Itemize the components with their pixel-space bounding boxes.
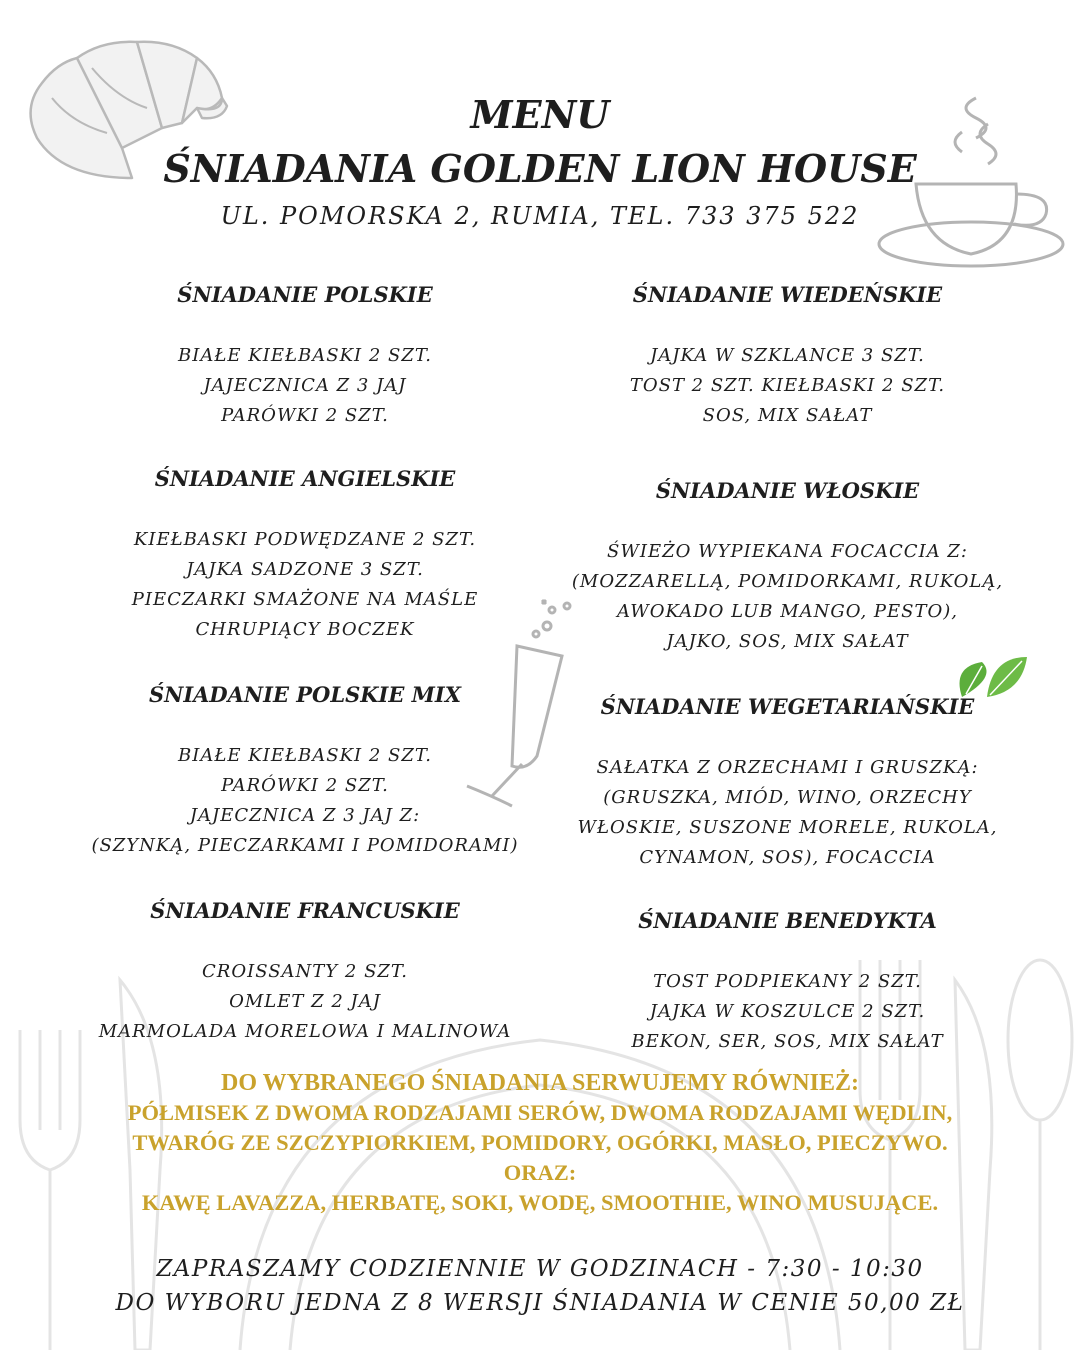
menu-item: JAJKA SADZONE 3 SZT. xyxy=(186,559,424,580)
section-title: ŚNIADANIE POLSKIE MIX xyxy=(148,682,462,707)
menu-item: JAJECZNICA Z 3 JAJ Z: xyxy=(189,805,421,826)
section-title: ŚNIADANIE WEGETARIAŃSKIE xyxy=(600,694,975,719)
menu-item: PARÓWKI 2 SZT. xyxy=(221,405,389,426)
menu-item: MARMOLADA MORELOWA I MALINOWA xyxy=(98,1021,512,1042)
section-title: ŚNIADANIE WIEDEŃSKIE xyxy=(632,282,943,307)
menu-item: SAŁATKA Z ORZECHAMI I GRUSZKĄ: xyxy=(596,757,979,778)
extras-line: TWARÓG ZE SZCZYPIORKIEM, POMIDORY, OGÓRKI, MASŁO, PIECZYWO. xyxy=(132,1130,948,1155)
extras-line: PÓŁMISEK Z DWOMA RODZAJAMI SERÓW, DWOMA RODZAJAMI WĘDLIN, xyxy=(127,1100,953,1125)
menu-item: KIEŁBASKI PODWĘDZANE 2 SZT. xyxy=(133,529,477,550)
menu-item: (SZYNKĄ, PIECZARKAMI I POMIDORAMI) xyxy=(91,835,519,856)
section-title: ŚNIADANIE WŁOSKIE xyxy=(655,478,920,503)
breakfast-french xyxy=(40,898,570,1047)
breakfast-english xyxy=(40,466,570,645)
menu-item: JAJKA W KOSZULCE 2 SZT. xyxy=(649,1001,926,1022)
menu-item: BEKON, SER, SOS, MIX SAŁAT xyxy=(631,1031,944,1052)
menu-item: CHRUPIĄCY BOCZEK xyxy=(195,619,415,640)
menu-item: (MOZZARELLĄ, POMIDORKAMI, RUKOLĄ, xyxy=(571,571,1004,592)
menu-item: TOST 2 SZT. KIEŁBASKI 2 SZT. xyxy=(629,375,946,396)
menu-item: (GRUSZKA, MIÓD, WINO, ORZECHY xyxy=(603,787,972,808)
price-info: DO WYBORU JEDNA Z 8 WERSJI ŚNIADANIA W CENIE 50,00 ZŁ xyxy=(115,1290,965,1316)
breakfast-benedict xyxy=(540,908,1035,1057)
menu-item: PARÓWKI 2 SZT. xyxy=(221,775,389,796)
breakfast-polish-mix xyxy=(40,682,570,861)
menu-item: SOS, MIX SAŁAT xyxy=(702,405,873,426)
menu-item: CYNAMON, SOS), FOCACCIA xyxy=(639,847,936,868)
menu-item: BIAŁE KIEŁBASKI 2 SZT. xyxy=(178,745,432,766)
menu-item: TOST PODPIEKANY 2 SZT. xyxy=(653,971,922,992)
menu-item: AWOKADO LUB MANGO, PESTO), xyxy=(616,601,959,622)
menu-item: PIECZARKI SMAŻONE NA MAŚLE xyxy=(131,589,479,610)
section-title: ŚNIADANIE POLSKIE xyxy=(177,282,433,307)
extras-lead: DO WYBRANEGO ŚNIADANIA SERWUJEMY RÓWNIEŻ: xyxy=(221,1070,859,1096)
menu-item: JAJKA W SZKLANCE 3 SZT. xyxy=(650,345,925,366)
section-title: ŚNIADANIE ANGIELSKIE xyxy=(154,466,456,491)
menu-item: OMLET Z 2 JAJ xyxy=(229,991,381,1012)
breakfast-vegetarian xyxy=(540,694,1035,873)
extras-line: KAWĘ LAVAZZA, HERBATĘ, SOKI, WODĘ, SMOOTHIE, WINO MUSUJĄCE. xyxy=(141,1190,939,1215)
section-title: ŚNIADANIE FRANCUSKIE xyxy=(150,898,460,923)
opening-hours: ZAPRASZAMY CODZIENNIE W GODZINACH - 7:30 - 10:30 xyxy=(156,1256,924,1282)
section-title: ŚNIADANIE BENEDYKTA xyxy=(638,908,937,933)
breakfast-italian xyxy=(540,478,1035,657)
breakfast-viennese xyxy=(540,282,1035,431)
address-phone: UL. POMORSKA 2, RUMIA, TEL. 733 375 522 xyxy=(220,202,860,230)
menu-heading: MENU xyxy=(470,92,610,137)
menu-item: JAJECZNICA Z 3 JAJ xyxy=(203,375,407,396)
menu-item: CROISSANTY 2 SZT. xyxy=(202,961,408,982)
menu-item: WŁOSKIE, SUSZONE MORELE, RUKOLA, xyxy=(577,817,998,838)
page-title: ŚNIADANIA GOLDEN LION HOUSE xyxy=(163,146,917,191)
menu-item: BIAŁE KIEŁBASKI 2 SZT. xyxy=(178,345,432,366)
menu-item: JAJKO, SOS, MIX SAŁAT xyxy=(666,631,909,652)
extras-line: ORAZ: xyxy=(503,1160,577,1185)
breakfast-polish xyxy=(40,282,570,431)
menu-item: ŚWIEŻO WYPIEKANA FOCACCIA Z: xyxy=(607,541,968,562)
footer xyxy=(0,1252,1080,1320)
extras-block xyxy=(0,1068,1080,1218)
